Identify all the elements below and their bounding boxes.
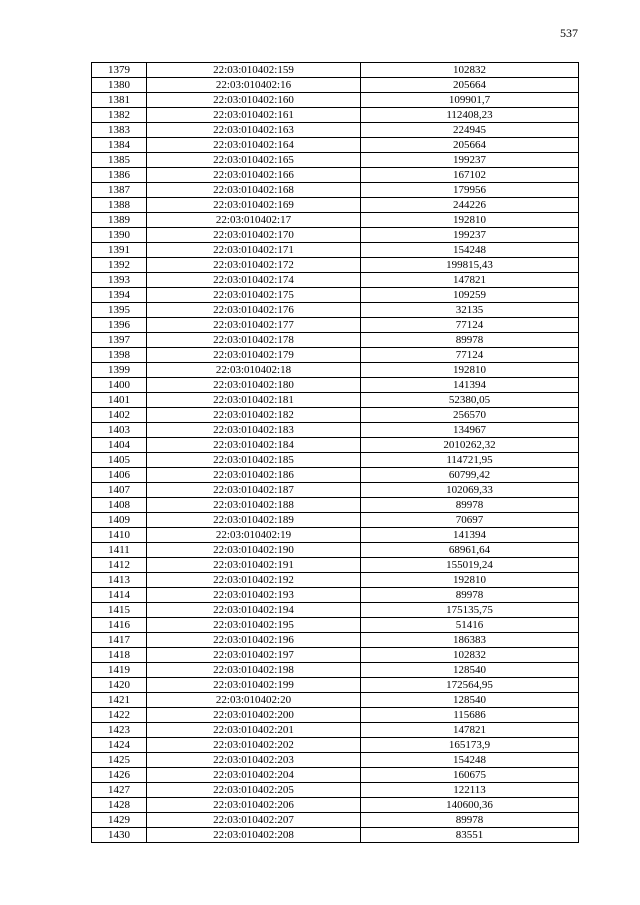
row-number-cell: 1390 (92, 228, 147, 243)
cadastral-number-cell: 22:03:010402:185 (147, 453, 361, 468)
cadastral-number-cell: 22:03:010402:159 (147, 63, 361, 78)
cadastral-number-cell: 22:03:010402:174 (147, 273, 361, 288)
table-row (92, 378, 579, 393)
cadastral-number-cell: 22:03:010402:195 (147, 618, 361, 633)
row-number-cell: 1396 (92, 318, 147, 333)
row-number-cell: 1412 (92, 558, 147, 573)
cadastral-number-cell: 22:03:010402:197 (147, 648, 361, 663)
cadastral-number-cell: 22:03:010402:198 (147, 663, 361, 678)
row-number-cell: 1401 (92, 393, 147, 408)
cadastral-number-cell: 22:03:010402:203 (147, 753, 361, 768)
table-row (92, 708, 579, 723)
row-number-cell: 1418 (92, 648, 147, 663)
value-cell: 155019,24 (361, 558, 579, 573)
table-row (92, 168, 579, 183)
table-row (92, 783, 579, 798)
row-number-cell: 1430 (92, 828, 147, 843)
row-number-cell: 1388 (92, 198, 147, 213)
row-number-cell: 1402 (92, 408, 147, 423)
table-row (92, 303, 579, 318)
value-cell: 109901,7 (361, 93, 579, 108)
value-cell: 102832 (361, 648, 579, 663)
value-cell: 192810 (361, 573, 579, 588)
cadastral-number-cell: 22:03:010402:160 (147, 93, 361, 108)
table-row (92, 153, 579, 168)
value-cell: 205664 (361, 138, 579, 153)
cadastral-number-cell: 22:03:010402:194 (147, 603, 361, 618)
value-cell: 83551 (361, 828, 579, 843)
row-number-cell: 1386 (92, 168, 147, 183)
value-cell: 32135 (361, 303, 579, 318)
value-cell: 2010262,32 (361, 438, 579, 453)
value-cell: 256570 (361, 408, 579, 423)
table-row (92, 258, 579, 273)
value-cell: 128540 (361, 663, 579, 678)
value-cell: 160675 (361, 768, 579, 783)
page-number: 537 (560, 26, 578, 40)
row-number-cell: 1395 (92, 303, 147, 318)
value-cell: 165173,9 (361, 738, 579, 753)
table-row (92, 828, 579, 843)
row-number-cell: 1414 (92, 588, 147, 603)
value-cell: 122113 (361, 783, 579, 798)
row-number-cell: 1387 (92, 183, 147, 198)
row-number-cell: 1397 (92, 333, 147, 348)
table-row (92, 618, 579, 633)
row-number-cell: 1403 (92, 423, 147, 438)
table-row (92, 393, 579, 408)
table-row (92, 138, 579, 153)
cadastral-number-cell: 22:03:010402:19 (147, 528, 361, 543)
value-cell: 192810 (361, 363, 579, 378)
value-cell: 68961,64 (361, 543, 579, 558)
table-row (92, 633, 579, 648)
table-row (92, 333, 579, 348)
row-number-cell: 1383 (92, 123, 147, 138)
cadastral-number-cell: 22:03:010402:200 (147, 708, 361, 723)
row-number-cell: 1415 (92, 603, 147, 618)
value-cell: 199237 (361, 153, 579, 168)
cadastral-number-cell: 22:03:010402:184 (147, 438, 361, 453)
table-row (92, 738, 579, 753)
row-number-cell: 1404 (92, 438, 147, 453)
table-row (92, 498, 579, 513)
table-row (92, 648, 579, 663)
cadastral-number-cell: 22:03:010402:165 (147, 153, 361, 168)
table-row (92, 213, 579, 228)
row-number-cell: 1419 (92, 663, 147, 678)
table-row (92, 513, 579, 528)
row-number-cell: 1391 (92, 243, 147, 258)
table-row (92, 603, 579, 618)
cadastral-number-cell: 22:03:010402:208 (147, 828, 361, 843)
cadastral-number-cell: 22:03:010402:187 (147, 483, 361, 498)
row-number-cell: 1410 (92, 528, 147, 543)
cadastral-number-cell: 22:03:010402:202 (147, 738, 361, 753)
value-cell: 134967 (361, 423, 579, 438)
value-cell: 147821 (361, 273, 579, 288)
table-row (92, 243, 579, 258)
value-cell: 128540 (361, 693, 579, 708)
cadastral-number-cell: 22:03:010402:189 (147, 513, 361, 528)
value-cell: 52380,05 (361, 393, 579, 408)
cadastral-number-cell: 22:03:010402:201 (147, 723, 361, 738)
cadastral-number-cell: 22:03:010402:179 (147, 348, 361, 363)
table-row (92, 408, 579, 423)
row-number-cell: 1405 (92, 453, 147, 468)
row-number-cell: 1427 (92, 783, 147, 798)
table-row (92, 348, 579, 363)
cadastral-value-table (91, 62, 579, 843)
value-cell: 89978 (361, 498, 579, 513)
value-cell: 114721,95 (361, 453, 579, 468)
value-cell: 192810 (361, 213, 579, 228)
value-cell: 154248 (361, 243, 579, 258)
table-row (92, 63, 579, 78)
table-row (92, 798, 579, 813)
row-number-cell: 1425 (92, 753, 147, 768)
row-number-cell: 1382 (92, 108, 147, 123)
cadastral-number-cell: 22:03:010402:164 (147, 138, 361, 153)
table-row (92, 318, 579, 333)
row-number-cell: 1389 (92, 213, 147, 228)
table-row (92, 108, 579, 123)
value-cell: 51416 (361, 618, 579, 633)
cadastral-number-cell: 22:03:010402:17 (147, 213, 361, 228)
value-cell: 102069,33 (361, 483, 579, 498)
value-cell: 147821 (361, 723, 579, 738)
table-row (92, 423, 579, 438)
cadastral-number-cell: 22:03:010402:175 (147, 288, 361, 303)
row-number-cell: 1385 (92, 153, 147, 168)
row-number-cell: 1420 (92, 678, 147, 693)
cadastral-number-cell: 22:03:010402:188 (147, 498, 361, 513)
value-cell: 89978 (361, 588, 579, 603)
cadastral-number-cell: 22:03:010402:166 (147, 168, 361, 183)
table-row (92, 453, 579, 468)
table-row (92, 228, 579, 243)
table-row (92, 93, 579, 108)
row-number-cell: 1407 (92, 483, 147, 498)
row-number-cell: 1380 (92, 78, 147, 93)
cadastral-number-cell: 22:03:010402:169 (147, 198, 361, 213)
row-number-cell: 1393 (92, 273, 147, 288)
row-number-cell: 1409 (92, 513, 147, 528)
cadastral-number-cell: 22:03:010402:163 (147, 123, 361, 138)
value-cell: 89978 (361, 333, 579, 348)
value-cell: 141394 (361, 528, 579, 543)
table-body (92, 63, 579, 843)
value-cell: 186383 (361, 633, 579, 648)
value-cell: 199815,43 (361, 258, 579, 273)
table-row (92, 78, 579, 93)
value-cell: 89978 (361, 813, 579, 828)
cadastral-number-cell: 22:03:010402:192 (147, 573, 361, 588)
row-number-cell: 1392 (92, 258, 147, 273)
row-number-cell: 1426 (92, 768, 147, 783)
table-row (92, 543, 579, 558)
cadastral-number-cell: 22:03:010402:181 (147, 393, 361, 408)
table-row (92, 573, 579, 588)
row-number-cell: 1394 (92, 288, 147, 303)
cadastral-number-cell: 22:03:010402:199 (147, 678, 361, 693)
value-cell: 109259 (361, 288, 579, 303)
table-row (92, 678, 579, 693)
value-cell: 205664 (361, 78, 579, 93)
cadastral-number-cell: 22:03:010402:206 (147, 798, 361, 813)
value-cell: 112408,23 (361, 108, 579, 123)
row-number-cell: 1384 (92, 138, 147, 153)
table-row (92, 768, 579, 783)
row-number-cell: 1423 (92, 723, 147, 738)
value-cell: 141394 (361, 378, 579, 393)
cadastral-number-cell: 22:03:010402:191 (147, 558, 361, 573)
cadastral-number-cell: 22:03:010402:176 (147, 303, 361, 318)
cadastral-number-cell: 22:03:010402:193 (147, 588, 361, 603)
value-cell: 60799,42 (361, 468, 579, 483)
cadastral-number-cell: 22:03:010402:168 (147, 183, 361, 198)
cadastral-number-cell: 22:03:010402:171 (147, 243, 361, 258)
row-number-cell: 1417 (92, 633, 147, 648)
row-number-cell: 1406 (92, 468, 147, 483)
value-cell: 154248 (361, 753, 579, 768)
row-number-cell: 1413 (92, 573, 147, 588)
value-cell: 175135,75 (361, 603, 579, 618)
row-number-cell: 1421 (92, 693, 147, 708)
row-number-cell: 1381 (92, 93, 147, 108)
cadastral-number-cell: 22:03:010402:178 (147, 333, 361, 348)
table-row (92, 438, 579, 453)
cadastral-number-cell: 22:03:010402:177 (147, 318, 361, 333)
value-cell: 70697 (361, 513, 579, 528)
value-cell: 244226 (361, 198, 579, 213)
cadastral-number-cell: 22:03:010402:161 (147, 108, 361, 123)
cadastral-number-cell: 22:03:010402:180 (147, 378, 361, 393)
table-row (92, 363, 579, 378)
row-number-cell: 1379 (92, 63, 147, 78)
row-number-cell: 1428 (92, 798, 147, 813)
cadastral-number-cell: 22:03:010402:196 (147, 633, 361, 648)
table-row (92, 183, 579, 198)
value-cell: 140600,36 (361, 798, 579, 813)
table-row (92, 198, 579, 213)
cadastral-number-cell: 22:03:010402:170 (147, 228, 361, 243)
row-number-cell: 1408 (92, 498, 147, 513)
cadastral-number-cell: 22:03:010402:20 (147, 693, 361, 708)
cadastral-number-cell: 22:03:010402:204 (147, 768, 361, 783)
value-cell: 224945 (361, 123, 579, 138)
value-cell: 179956 (361, 183, 579, 198)
value-cell: 172564,95 (361, 678, 579, 693)
row-number-cell: 1416 (92, 618, 147, 633)
row-number-cell: 1398 (92, 348, 147, 363)
table-row (92, 558, 579, 573)
table-row (92, 753, 579, 768)
row-number-cell: 1411 (92, 543, 147, 558)
cadastral-number-cell: 22:03:010402:182 (147, 408, 361, 423)
cadastral-number-cell: 22:03:010402:207 (147, 813, 361, 828)
cadastral-number-cell: 22:03:010402:16 (147, 78, 361, 93)
table-row (92, 528, 579, 543)
row-number-cell: 1400 (92, 378, 147, 393)
cadastral-number-cell: 22:03:010402:183 (147, 423, 361, 438)
row-number-cell: 1424 (92, 738, 147, 753)
value-cell: 77124 (361, 348, 579, 363)
value-cell: 199237 (361, 228, 579, 243)
value-cell: 167102 (361, 168, 579, 183)
value-cell: 102832 (361, 63, 579, 78)
table-row (92, 273, 579, 288)
table-row (92, 693, 579, 708)
table-row (92, 483, 579, 498)
cadastral-number-cell: 22:03:010402:186 (147, 468, 361, 483)
table-row (92, 813, 579, 828)
value-cell: 77124 (361, 318, 579, 333)
row-number-cell: 1422 (92, 708, 147, 723)
table-row (92, 123, 579, 138)
cadastral-number-cell: 22:03:010402:18 (147, 363, 361, 378)
value-cell: 115686 (361, 708, 579, 723)
cadastral-number-cell: 22:03:010402:205 (147, 783, 361, 798)
table-row (92, 468, 579, 483)
row-number-cell: 1399 (92, 363, 147, 378)
row-number-cell: 1429 (92, 813, 147, 828)
table-row (92, 663, 579, 678)
table-row (92, 723, 579, 738)
cadastral-number-cell: 22:03:010402:190 (147, 543, 361, 558)
table-row (92, 588, 579, 603)
table-row (92, 288, 579, 303)
cadastral-number-cell: 22:03:010402:172 (147, 258, 361, 273)
